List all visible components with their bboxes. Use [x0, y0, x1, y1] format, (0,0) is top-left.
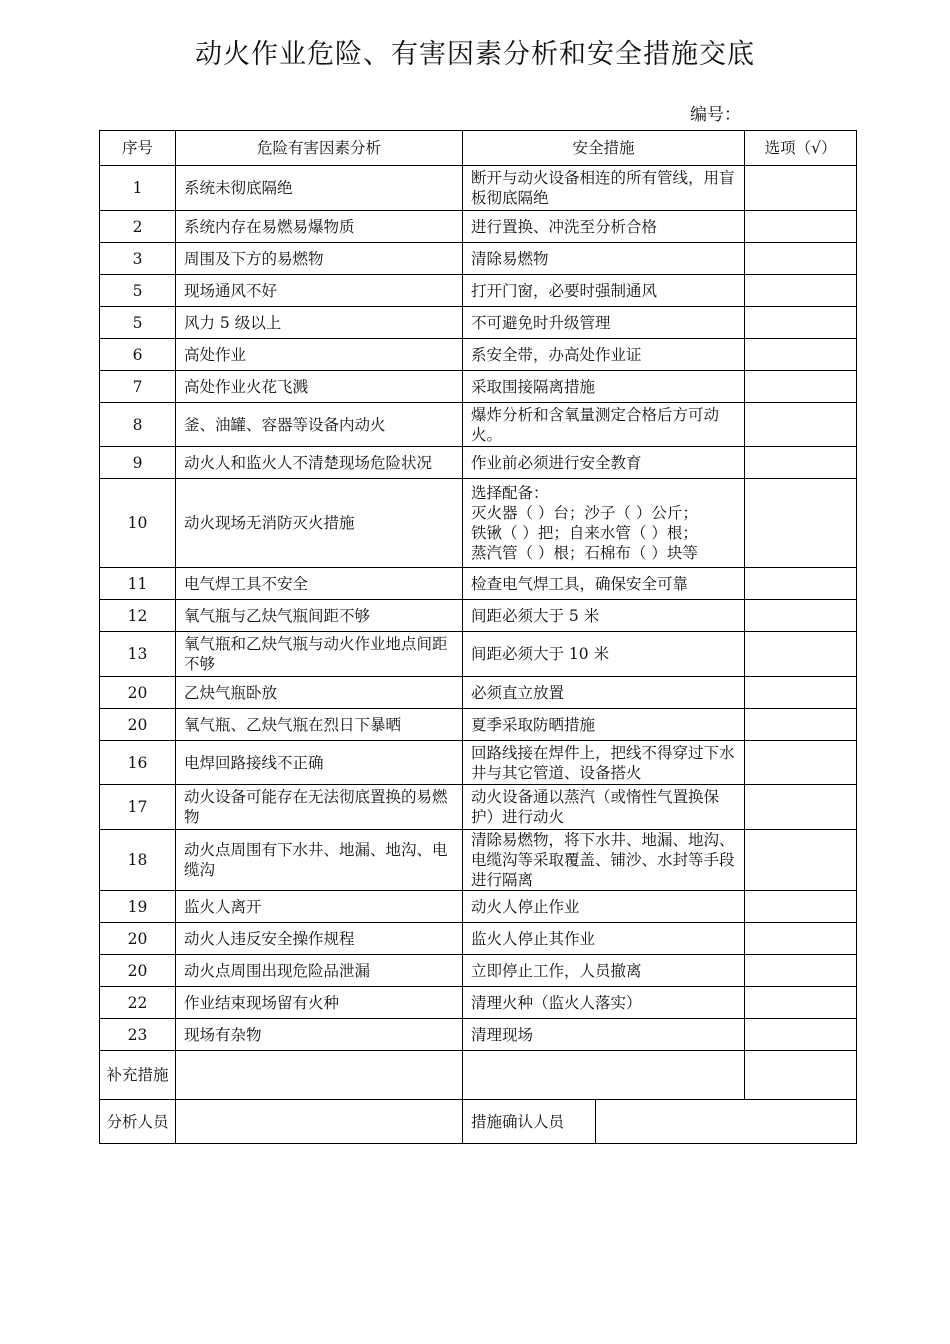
row-option-checkbox[interactable]: [745, 568, 857, 600]
row-measure: 清理火种（监火人落实）: [463, 987, 745, 1019]
row-measure: [463, 479, 745, 568]
row-option-checkbox[interactable]: [745, 479, 857, 568]
table-row: [100, 709, 857, 741]
row-no: 1: [100, 166, 176, 211]
row-measure: 回路线接在焊件上，把线不得穿过下水井与其它管道、设备搭火: [463, 741, 745, 785]
header-option: 选项（√）: [745, 131, 857, 166]
row-hazard: 作业结束现场留有火种: [176, 987, 463, 1019]
table-row: [100, 830, 857, 891]
supplement-label: 补充措施: [100, 1051, 176, 1100]
row-measure: 夏季采取防晒措施: [463, 709, 745, 741]
row-hazard: 电焊回路接线不正确: [176, 741, 463, 785]
table-row: [100, 600, 857, 632]
row-no: 6: [100, 339, 176, 371]
table-header-row: [100, 131, 857, 166]
row-measure: 采取围接隔离措施: [463, 371, 745, 403]
table-row: [100, 479, 857, 568]
row-hazard: 系统内存在易燃易爆物质: [176, 211, 463, 243]
table-row: [100, 568, 857, 600]
row-measure: 断开与动火设备相连的所有管线，用盲板彻底隔绝: [463, 166, 745, 211]
row-no: 2: [100, 211, 176, 243]
row-hazard: 高处作业: [176, 339, 463, 371]
table-row: [100, 632, 857, 677]
measure-line: 选择配备：: [471, 484, 549, 502]
table-row: [100, 403, 857, 447]
header-hazard: 危险有害因素分析: [176, 131, 463, 166]
table-row: [100, 677, 857, 709]
row-no: 20: [100, 955, 176, 987]
row-option-checkbox[interactable]: [745, 166, 857, 211]
table-row: [100, 339, 857, 371]
row-hazard: 电气焊工具不安全: [176, 568, 463, 600]
hazard-analysis-table: [99, 130, 857, 1144]
row-measure: 间距必须大于 10 米: [463, 632, 745, 677]
table-row: [100, 923, 857, 955]
row-hazard: 釜、油罐、容器等设备内动火: [176, 403, 463, 447]
row-hazard: 系统未彻底隔绝: [176, 166, 463, 211]
table-row: [100, 955, 857, 987]
table-row: [100, 211, 857, 243]
supplement-row: [100, 1051, 857, 1100]
row-option-checkbox[interactable]: [745, 677, 857, 709]
row-no: 23: [100, 1019, 176, 1051]
row-option-checkbox[interactable]: [745, 243, 857, 275]
table-row: [100, 371, 857, 403]
row-measure: 打开门窗，必要时强制通风: [463, 275, 745, 307]
row-no: 19: [100, 891, 176, 923]
row-measure: 不可避免时升级管理: [463, 307, 745, 339]
row-no: 12: [100, 600, 176, 632]
row-option-checkbox[interactable]: [745, 785, 857, 830]
row-no: 5: [100, 275, 176, 307]
row-option-checkbox[interactable]: [745, 987, 857, 1019]
supplement-measure-field[interactable]: [463, 1051, 745, 1100]
row-hazard: 动火现场无消防灭火措施: [176, 479, 463, 568]
row-no: 7: [100, 371, 176, 403]
row-measure: 监火人停止其作业: [463, 923, 745, 955]
row-option-checkbox[interactable]: [745, 275, 857, 307]
document-title: 动火作业危险、有害因素分析和安全措施交底: [195, 39, 755, 70]
header-no: 序号: [100, 131, 176, 166]
table-row: [100, 1019, 857, 1051]
table-row: [100, 243, 857, 275]
confirm-label: 措施确认人员: [463, 1100, 596, 1144]
row-measure: 系安全带，办高处作业证: [463, 339, 745, 371]
row-option-checkbox[interactable]: [745, 403, 857, 447]
doc-number-label: 编号：: [690, 105, 741, 125]
row-no: 20: [100, 923, 176, 955]
table-row: [100, 166, 857, 211]
table-row: [100, 741, 857, 785]
row-option-checkbox[interactable]: [745, 891, 857, 923]
row-no: 9: [100, 447, 176, 479]
row-measure: 清除易燃物: [463, 243, 745, 275]
row-option-checkbox[interactable]: [745, 830, 857, 891]
row-hazard: 现场有杂物: [176, 1019, 463, 1051]
row-hazard: 动火人违反安全操作规程: [176, 923, 463, 955]
table-row: [100, 987, 857, 1019]
row-option-checkbox[interactable]: [745, 600, 857, 632]
row-hazard: 动火点周围有下水井、地漏、地沟、电缆沟: [176, 830, 463, 891]
analyst-label: 分析人员: [100, 1100, 176, 1144]
row-hazard: 动火设备可能存在无法彻底置换的易燃物: [176, 785, 463, 830]
supplement-hazard-field[interactable]: [176, 1051, 463, 1100]
confirm-name-field[interactable]: [596, 1100, 857, 1144]
row-no: 20: [100, 677, 176, 709]
row-no: 18: [100, 830, 176, 891]
row-measure: 动火人停止作业: [463, 891, 745, 923]
row-hazard: 氧气瓶与乙炔气瓶间距不够: [176, 600, 463, 632]
row-no: 10: [100, 479, 176, 568]
row-hazard: 监火人离开: [176, 891, 463, 923]
table-row: [100, 447, 857, 479]
row-measure: 动火设备通以蒸汽（或惰性气置换保护）进行动火: [463, 785, 745, 830]
row-hazard: 动火点周围出现危险品泄漏: [176, 955, 463, 987]
row-option-checkbox[interactable]: [745, 632, 857, 677]
row-option-checkbox[interactable]: [745, 923, 857, 955]
supplement-option-field[interactable]: [745, 1051, 857, 1100]
row-hazard: 周围及下方的易燃物: [176, 243, 463, 275]
row-no: 17: [100, 785, 176, 830]
row-hazard: 现场通风不好: [176, 275, 463, 307]
table-row: [100, 307, 857, 339]
table-row: [100, 785, 857, 830]
measure-line: 蒸汽管（ ）根；石棉布（ ）块等: [471, 544, 698, 562]
row-measure: 立即停止工作，人员撤离: [463, 955, 745, 987]
analyst-row: [100, 1100, 857, 1144]
row-option-checkbox[interactable]: [745, 709, 857, 741]
analyst-name-field[interactable]: [176, 1100, 463, 1144]
row-option-checkbox[interactable]: [745, 447, 857, 479]
row-no: 16: [100, 741, 176, 785]
row-measure: 必须直立放置: [463, 677, 745, 709]
row-hazard: 氧气瓶和乙炔气瓶与动火作业地点间距不够: [176, 632, 463, 677]
row-option-checkbox[interactable]: [745, 1019, 857, 1051]
row-no: 20: [100, 709, 176, 741]
row-option-checkbox[interactable]: [745, 307, 857, 339]
row-option-checkbox[interactable]: [745, 371, 857, 403]
table-row: [100, 275, 857, 307]
row-no: 3: [100, 243, 176, 275]
header-measure: 安全措施: [463, 131, 745, 166]
row-measure: 进行置换、冲洗至分析合格: [463, 211, 745, 243]
row-measure: 清理现场: [463, 1019, 745, 1051]
row-option-checkbox[interactable]: [745, 211, 857, 243]
row-option-checkbox[interactable]: [745, 339, 857, 371]
row-measure: 爆炸分析和含氧量测定合格后方可动火。: [463, 403, 745, 447]
row-no: 5: [100, 307, 176, 339]
row-option-checkbox[interactable]: [745, 741, 857, 785]
row-measure: 间距必须大于 5 米: [463, 600, 745, 632]
row-hazard: 高处作业火花飞溅: [176, 371, 463, 403]
measure-line: 铁锹（ ）把；自来水管（ ）根；: [471, 524, 698, 542]
row-hazard: 氧气瓶、乙炔气瓶在烈日下暴晒: [176, 709, 463, 741]
measure-line: 灭火器（ ）台；沙子（ ）公斤；: [471, 504, 698, 522]
row-no: 8: [100, 403, 176, 447]
row-hazard: 动火人和监火人不清楚现场危险状况: [176, 447, 463, 479]
row-no: 11: [100, 568, 176, 600]
row-hazard: 乙炔气瓶卧放: [176, 677, 463, 709]
row-hazard: 风力 5 级以上: [176, 307, 463, 339]
row-no: 22: [100, 987, 176, 1019]
row-no: 13: [100, 632, 176, 677]
row-measure: 作业前必须进行安全教育: [463, 447, 745, 479]
row-option-checkbox[interactable]: [745, 955, 857, 987]
table-row: [100, 891, 857, 923]
row-measure: 检查电气焊工具，确保安全可靠: [463, 568, 745, 600]
row-measure: 清除易燃物，将下水井、地漏、地沟、电缆沟等采取覆盖、铺沙、水封等手段进行隔离: [463, 830, 745, 891]
